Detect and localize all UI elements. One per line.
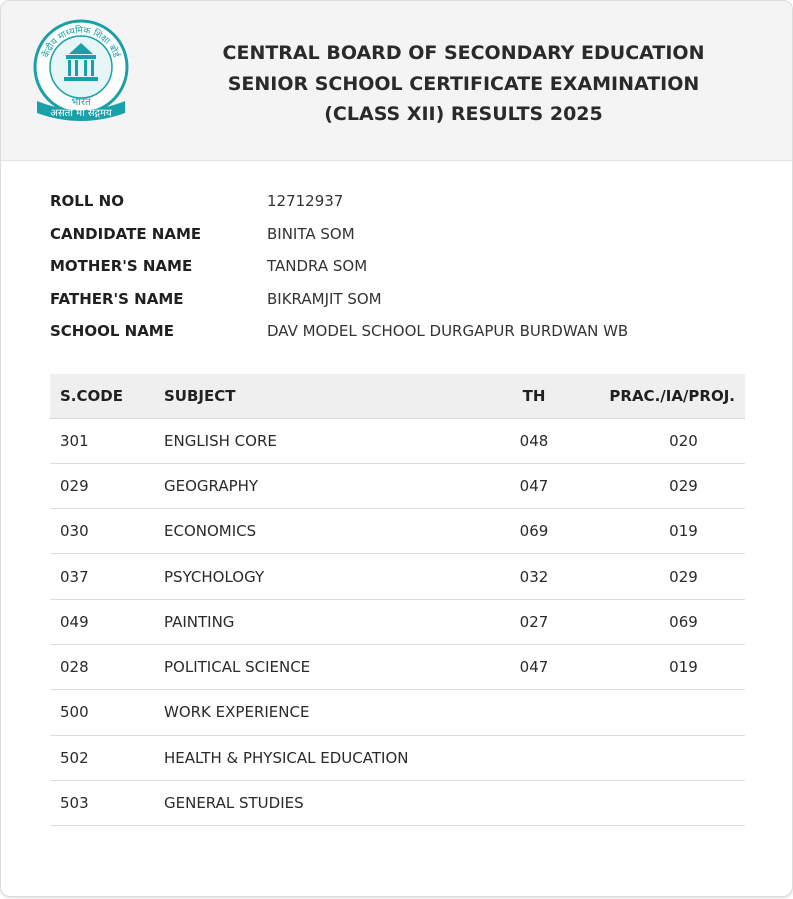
table-row <box>50 418 745 463</box>
title-line: CENTRAL BOARD OF SECONDARY EDUCATION <box>222 42 705 64</box>
theory-marks <box>484 690 584 735</box>
subject-code: 502 <box>50 735 164 780</box>
marks-header-row <box>50 374 745 418</box>
table-row <box>50 554 745 599</box>
info-label: FATHER'S NAME <box>50 289 184 308</box>
info-row-fathers-name <box>50 290 750 323</box>
table-row <box>50 690 745 735</box>
column-header-subject: SUBJECT <box>164 374 484 418</box>
page-title <box>151 38 776 130</box>
subject-name: ENGLISH CORE <box>164 418 484 463</box>
info-row-school-name <box>50 322 750 355</box>
subject-code: 029 <box>50 463 164 508</box>
column-header-th: TH <box>484 374 584 418</box>
practical-marks <box>584 780 745 825</box>
info-value: BIKRAMJIT SOM <box>267 289 382 308</box>
info-label: CANDIDATE NAME <box>50 224 202 243</box>
practical-marks <box>584 735 745 780</box>
practical-marks: 019 <box>584 644 745 689</box>
table-row <box>50 780 745 825</box>
theory-marks: 027 <box>484 599 584 644</box>
column-header-scode: S.CODE <box>50 374 164 418</box>
subject-name: PSYCHOLOGY <box>164 554 484 599</box>
logo-motto: असतो मा सद्गमय <box>50 108 112 119</box>
subject-name: GEOGRAPHY <box>164 463 484 508</box>
subject-name: ECONOMICS <box>164 509 484 554</box>
theory-marks <box>484 735 584 780</box>
subject-name: HEALTH & PHYSICAL EDUCATION <box>164 735 484 780</box>
info-value: BINITA SOM <box>267 224 355 243</box>
subject-code: 500 <box>50 690 164 735</box>
info-value: TANDRA SOM <box>267 257 368 275</box>
info-label: SCHOOL NAME <box>50 322 174 340</box>
table-row <box>50 735 745 780</box>
practical-marks <box>584 690 745 735</box>
theory-marks: 069 <box>484 509 584 554</box>
info-value: DAV MODEL SCHOOL DURGAPUR BURDWAN WB <box>267 322 629 340</box>
subject-code: 049 <box>50 599 164 644</box>
theory-marks: 048 <box>484 418 584 463</box>
practical-marks: 029 <box>584 554 745 599</box>
practical-marks: 029 <box>584 463 745 508</box>
practical-marks: 019 <box>584 509 745 554</box>
table-row <box>50 644 745 689</box>
info-row-candidate-name <box>50 225 750 258</box>
table-row <box>50 509 745 554</box>
marks-table <box>50 374 745 826</box>
result-header <box>1 1 792 161</box>
info-label: MOTHER'S NAME <box>50 257 193 275</box>
subject-name: GENERAL STUDIES <box>164 780 484 825</box>
subject-name: POLITICAL SCIENCE <box>164 644 484 689</box>
info-row-mothers-name <box>50 257 750 290</box>
logo-arc-text: केंद्रीय माध्यमिक शिक्षा बोर्ड <box>41 25 121 60</box>
title-line: (CLASS XII) RESULTS 2025 <box>324 103 603 125</box>
theory-marks <box>484 780 584 825</box>
subject-name: PAINTING <box>164 599 484 644</box>
subject-code: 028 <box>50 644 164 689</box>
subject-name: WORK EXPERIENCE <box>164 690 484 735</box>
candidate-info <box>50 192 750 355</box>
practical-marks: 020 <box>584 418 745 463</box>
table-row <box>50 463 745 508</box>
theory-marks: 047 <box>484 644 584 689</box>
theory-marks: 032 <box>484 554 584 599</box>
subject-code: 030 <box>50 509 164 554</box>
table-row <box>50 599 745 644</box>
column-header-prac: PRAC./IA/PROJ. <box>584 374 745 418</box>
info-label: ROLL NO <box>50 192 124 210</box>
cbse-logo <box>29 15 133 129</box>
theory-marks: 047 <box>484 463 584 508</box>
practical-marks: 069 <box>584 599 745 644</box>
subject-code: 301 <box>50 418 164 463</box>
title-line: SENIOR SCHOOL CERTIFICATE EXAMINATION <box>227 72 700 95</box>
subject-code: 503 <box>50 780 164 825</box>
logo-country: भारत <box>71 97 91 108</box>
subject-code: 037 <box>50 554 164 599</box>
info-value: 12712937 <box>267 192 344 210</box>
info-row-roll-no <box>50 192 750 225</box>
